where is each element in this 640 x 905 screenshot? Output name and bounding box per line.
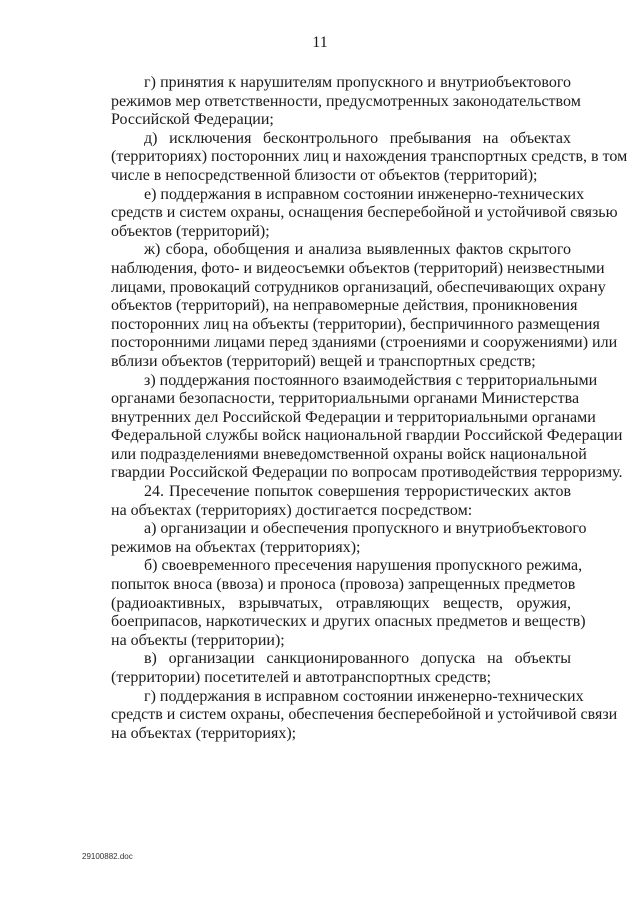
- text-line: е) поддержания в исправном состоянии инженерно-технических: [144, 185, 585, 203]
- text-line: на объектах (территориях) достигается посредством:: [111, 501, 473, 519]
- text-line: в) организации санкционированного допуска на объекты: [144, 650, 571, 668]
- text-line: попыток вноса (ввоза) и проноса (провоза) запрещенных предметов: [111, 576, 576, 594]
- text-line: боеприпасов, наркотических и других опасных предметов и веществ): [111, 613, 586, 631]
- paragraph: [111, 241, 618, 371]
- text-line: наблюдения, фото- и видеосъемки объектов (территорий) неизвестными: [111, 259, 605, 277]
- text-line: д) исключения бесконтрольного пребывания на объектах: [144, 129, 571, 147]
- text-line: органами безопасности, территориальными органами Министерства: [111, 390, 580, 408]
- text-line: режимов на объектах (территориях);: [111, 538, 361, 556]
- paragraph: [111, 650, 571, 687]
- text-line: (территории) посетителей и автотранспортных средств;: [111, 669, 492, 686]
- page-number: 11: [312, 34, 328, 51]
- text-line: объектов (территорий);: [111, 222, 270, 240]
- text-line: объектов (территорий), на неправомерные действия, проникновения: [111, 297, 578, 315]
- text-line: Федеральной службы войск национальной гвардии Российской Федерации: [111, 427, 623, 445]
- text-line: средств и систем охраны, обеспечения бесперебойной и устойчивой связи: [111, 706, 618, 724]
- text-line: з) поддержания постоянного взаимодействия с территориальными: [144, 371, 598, 389]
- paragraph: [111, 687, 618, 744]
- text-line: режимов мер ответственности, предусмотренных законодательством: [111, 92, 581, 110]
- text-line: (территориях) посторонних лиц и нахождения транспортных средств, в том: [111, 148, 628, 166]
- text-line: б) своевременного пресечения нарушения пропускного режима,: [144, 557, 583, 575]
- paragraph: [111, 520, 587, 557]
- text-line: ж) сбора, обобщения и анализа выявленных фактов скрытого: [144, 241, 571, 259]
- paragraph: [111, 74, 581, 130]
- text-line: вблизи объектов (территорий) вещей и транспортных средств;: [111, 352, 536, 370]
- text-line: г) принятия к нарушителям пропускного и внутриобъектового: [144, 74, 571, 91]
- paragraph: [111, 483, 571, 520]
- paragraph: [111, 371, 623, 484]
- text-line: гвардии Российской Федерации по вопросам противодействия терроризму.: [111, 464, 623, 482]
- text-line: посторонними лицами перед зданиями (строениями и сооружениями) или: [111, 334, 618, 352]
- text-line: на объектах (территориях);: [111, 724, 297, 742]
- footer-filename: 29100882.doc: [82, 852, 133, 861]
- text-line: а) организации и обеспечения пропускного и внутриобъектового: [144, 520, 587, 538]
- text-line: внутренних дел Российской Федерации и территориальными органами: [111, 408, 596, 426]
- paragraph: [111, 185, 618, 242]
- paragraph: [111, 557, 586, 650]
- text-line: или подразделениями вневедомственной охраны войск национальной: [111, 445, 587, 463]
- text-line: лицами, провокаций сотрудников организаций, обеспечивающих охрану: [111, 278, 606, 296]
- document-body: [111, 74, 628, 743]
- text-line: (радиоактивных, взрывчатых, отравляющих веществ, оружия,: [111, 594, 571, 612]
- text-line: посторонних лиц на объекты (территории), беспричинного размещения: [111, 315, 600, 333]
- text-line: Российской Федерации;: [111, 111, 274, 129]
- text-line: г) поддержания в исправном состоянии инженерно-технических: [144, 687, 584, 705]
- text-line: числе в непосредственной близости от объектов (территорий);: [111, 166, 538, 184]
- paragraph: [111, 129, 628, 186]
- text-line: на объекты (территории);: [111, 631, 285, 649]
- text-line: средств и систем охраны, оснащения бесперебойной и устойчивой связью: [111, 204, 618, 222]
- text-line: 24. Пресечение попыток совершения террористических актов: [144, 483, 571, 501]
